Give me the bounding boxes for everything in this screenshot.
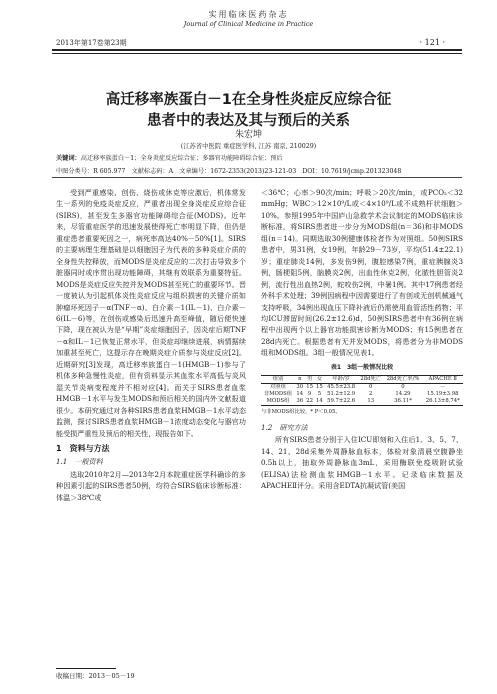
received-date: 收稿日期：2013－05－19 <box>56 672 135 680</box>
table-cell: 5 <box>317 391 322 398</box>
table-cell: 26.13±8.74* <box>423 398 463 406</box>
page-number: · 121 · <box>419 38 445 47</box>
keywords-line <box>56 153 456 162</box>
table-header: n <box>295 376 305 384</box>
table-cell: 14 <box>296 391 304 398</box>
keywords-label: 关键词： <box>56 155 81 162</box>
journal-name-cn: 实用临床医药杂志 <box>208 10 289 19</box>
section-heading: 1 资料与方法 <box>56 443 110 453</box>
subsection-heading: 1.1 一般资料 <box>56 457 103 467</box>
table-header: 年龄/岁 <box>324 376 358 384</box>
table-header: 女 <box>315 376 325 384</box>
table-header-row <box>261 376 463 384</box>
data-table <box>261 375 463 406</box>
body-paragraph: 所有SIRS患者分别于入住ICU即刻和入住后1、3、5、7、14、21、28d采集外周静脉血标本，体检对象清晨空腹静坐0.5h以上，抽取外周静脉血3mL，采用酶联免疫吸附试验(ELISA)法检测血浆HMGB－1水平。记录临床数据及APACHEⅡ评分。采用含EDTA抗凝试管(美国 <box>261 435 463 490</box>
table-cell: 非MODS组 <box>263 391 293 398</box>
right-column <box>261 187 463 491</box>
table-cell: 15 <box>316 384 323 391</box>
intro-paragraph: 受到严重感染、创伤、烧伤或休克等应激后，机体常发生一系列的免疫炎症反应，严重者出现全身炎症反应综合征(SIRS)，甚至发生多器官功能障碍综合征(MODS)。近年来，尽管重症医学的迅速发展使得死亡率明显下降，但仍是重症患者重要死因之一，病死率高达40%－50%[1]。SIRS的主要病理生理基础是以细胞因子为代表的多种炎症介质的全身性失控释放，而MODS是炎症反应的二次打击导致多个脏器同时或序贯出现功能障碍，其继有效联系为重要特征。MODS是炎症反应失控并发MODS甚至死亡的重要环节。晋一度被认为引起机体炎性炎症反应与组织损害的关键介质如肿瘤坏死因子－α(TNF－α)、白介素－1(IL－1)、白介素－6(IL－6)等，在创伤或感染后迅速升高至峰值，随后便快速下降，现在被认为是“早期”炎症细胞因子，因炎症后期TNF－α和IL－1已恢复正常水平，但炎症却继续进展，病情据续加重甚至死亡，这提示存在晚期炎症介质参与炎症反应[2]。近期研究[3]发现，高迁移率族蛋白－1(HMGB－1)参与了机体多种急慢性炎症，但有资料显示其血浆水平高低与炎风湿关节炎病变程度并不相对应[4]。而关于SIRS患者血浆HMGB－1水平与发生MODS和预后相关的国内外文献报道很少。本研究通过对各种SIRS患者血浆HMGB－1水平动态监测，探讨SIRS患者血浆HMGB－1浓度动态变化与器官功能受损严重性及预后的相关性，现报告如下。 <box>56 188 246 438</box>
affiliation: (江苏省中医院 重症医学科, 江苏 南京, 210029) <box>180 143 317 150</box>
classification-line: 中图分类号：R 605.977 文献标志码：A 文章编号：1672-2353(2013)23-121-03 DOI：10.7619/jcmp.201323048 <box>56 168 402 175</box>
table-cell: 0 <box>401 384 405 391</box>
table-cell: 15 <box>306 384 313 391</box>
table-header: 28d死亡 <box>358 376 383 384</box>
table-header: 组别 <box>261 376 295 384</box>
table-cell: 59.7±22.6 <box>324 398 358 406</box>
table-cell: 45.5±23.8 <box>327 384 356 391</box>
table-cell: 对照组 <box>270 384 286 391</box>
table-cell: 0 <box>369 384 373 391</box>
author: 朱宏坤 <box>234 130 262 140</box>
issue-info: 2013年第17卷第23期 <box>56 39 127 47</box>
article-title-line2: 患者中的表达及其与预后的关系 <box>147 113 350 129</box>
keywords: 高迁移率族蛋白－1；全身炎症反应综合征；多器官功能障碍综合征；预后 <box>80 155 283 162</box>
table-header: APACHE Ⅱ <box>423 376 463 384</box>
table-caption: 表1 3组一般情况比较 <box>330 363 394 371</box>
article-title-line1: 高迁移率族蛋白－1在全身性炎症反应综合征 <box>105 92 392 108</box>
header-rule-thin <box>52 53 462 54</box>
table-cell: 15.19±3.98 <box>427 391 459 398</box>
footnote-rule <box>56 668 116 669</box>
body-paragraph: ＜36℃；心率＞90次/min；呼吸＞20次/min，或PCO₂＜32 mmHg；WBC＞12×10⁹/L或＜4×10⁹/L或不成熟杆状细胞＞10%。参照1995年中国庐山急救学术会议制定的MODS临床诊断标准，将SIRS患者进一步分为MODS组(n＝36)和非MODS组(n＝14)。同期选取30例健康体检者作为对照组。50例SIRS患者中，男31例，女19例，年龄29－73岁，平均(51.4±22.1)岁；重症肺炎14例，多发伤9例，腹腔感染7例，重症胰腺炎3例，肠梗阻5例，脑膜炎2例，出血性休克2例，化脓性胆管炎2例，流行性出血热2例，蛇咬伤2例，中暑1例。其中17例患者经外科手术处理；39例因病程中因需要进行了有创或无创机械通气支持呼吸，34例出现血压下降补液后仍需使用血管活性药物；平均ICU滞留时间(26.2±12.6)d，50例SIRS患者中有36例在病程中出现两个以上器官功能损害诊断为MODS；有15例患者在28d内死亡。根据患者有无并发MODS，将患者分为非MODS组和MODS组。3组一般情况见表1。 <box>261 188 463 358</box>
table-cell: 14 <box>316 398 323 405</box>
journal-name-en: Journal of Clinical Medicine in Practice <box>183 20 314 28</box>
table-note: 与非MODS组比较，* P＜0.05。 <box>261 409 341 416</box>
subsection-heading: 1.2 研究方法 <box>261 422 308 432</box>
header-rule <box>52 49 462 51</box>
table-cell: 22 <box>306 398 313 405</box>
table-cell: 36.11* <box>383 398 422 406</box>
table-header: 28d死亡率/% <box>383 376 422 384</box>
table-cell: 36 <box>296 398 304 405</box>
table-cell: MODS组 <box>261 398 295 406</box>
table-cell: 14.29 <box>395 391 411 398</box>
table-row <box>261 391 463 398</box>
table-cell: 30 <box>296 384 304 391</box>
table-header: 男 <box>305 376 315 384</box>
body-paragraph: 选取2010年2月—2013年2月本院重症医学科确诊的多种因素引起的SIRS患者50例，均符合SIRS临床诊断标准：体温＞38℃或 <box>56 469 246 502</box>
running-header <box>0 0 497 56</box>
table-cell: 13 <box>358 398 383 406</box>
table-cell: 2 <box>369 391 373 398</box>
abstract-separator <box>52 177 462 178</box>
table-cell: 9 <box>307 391 312 398</box>
table-row <box>261 398 463 406</box>
table-cell: － <box>440 384 446 391</box>
table-cell: 51.2±12.9 <box>327 391 356 398</box>
left-column <box>56 187 246 503</box>
